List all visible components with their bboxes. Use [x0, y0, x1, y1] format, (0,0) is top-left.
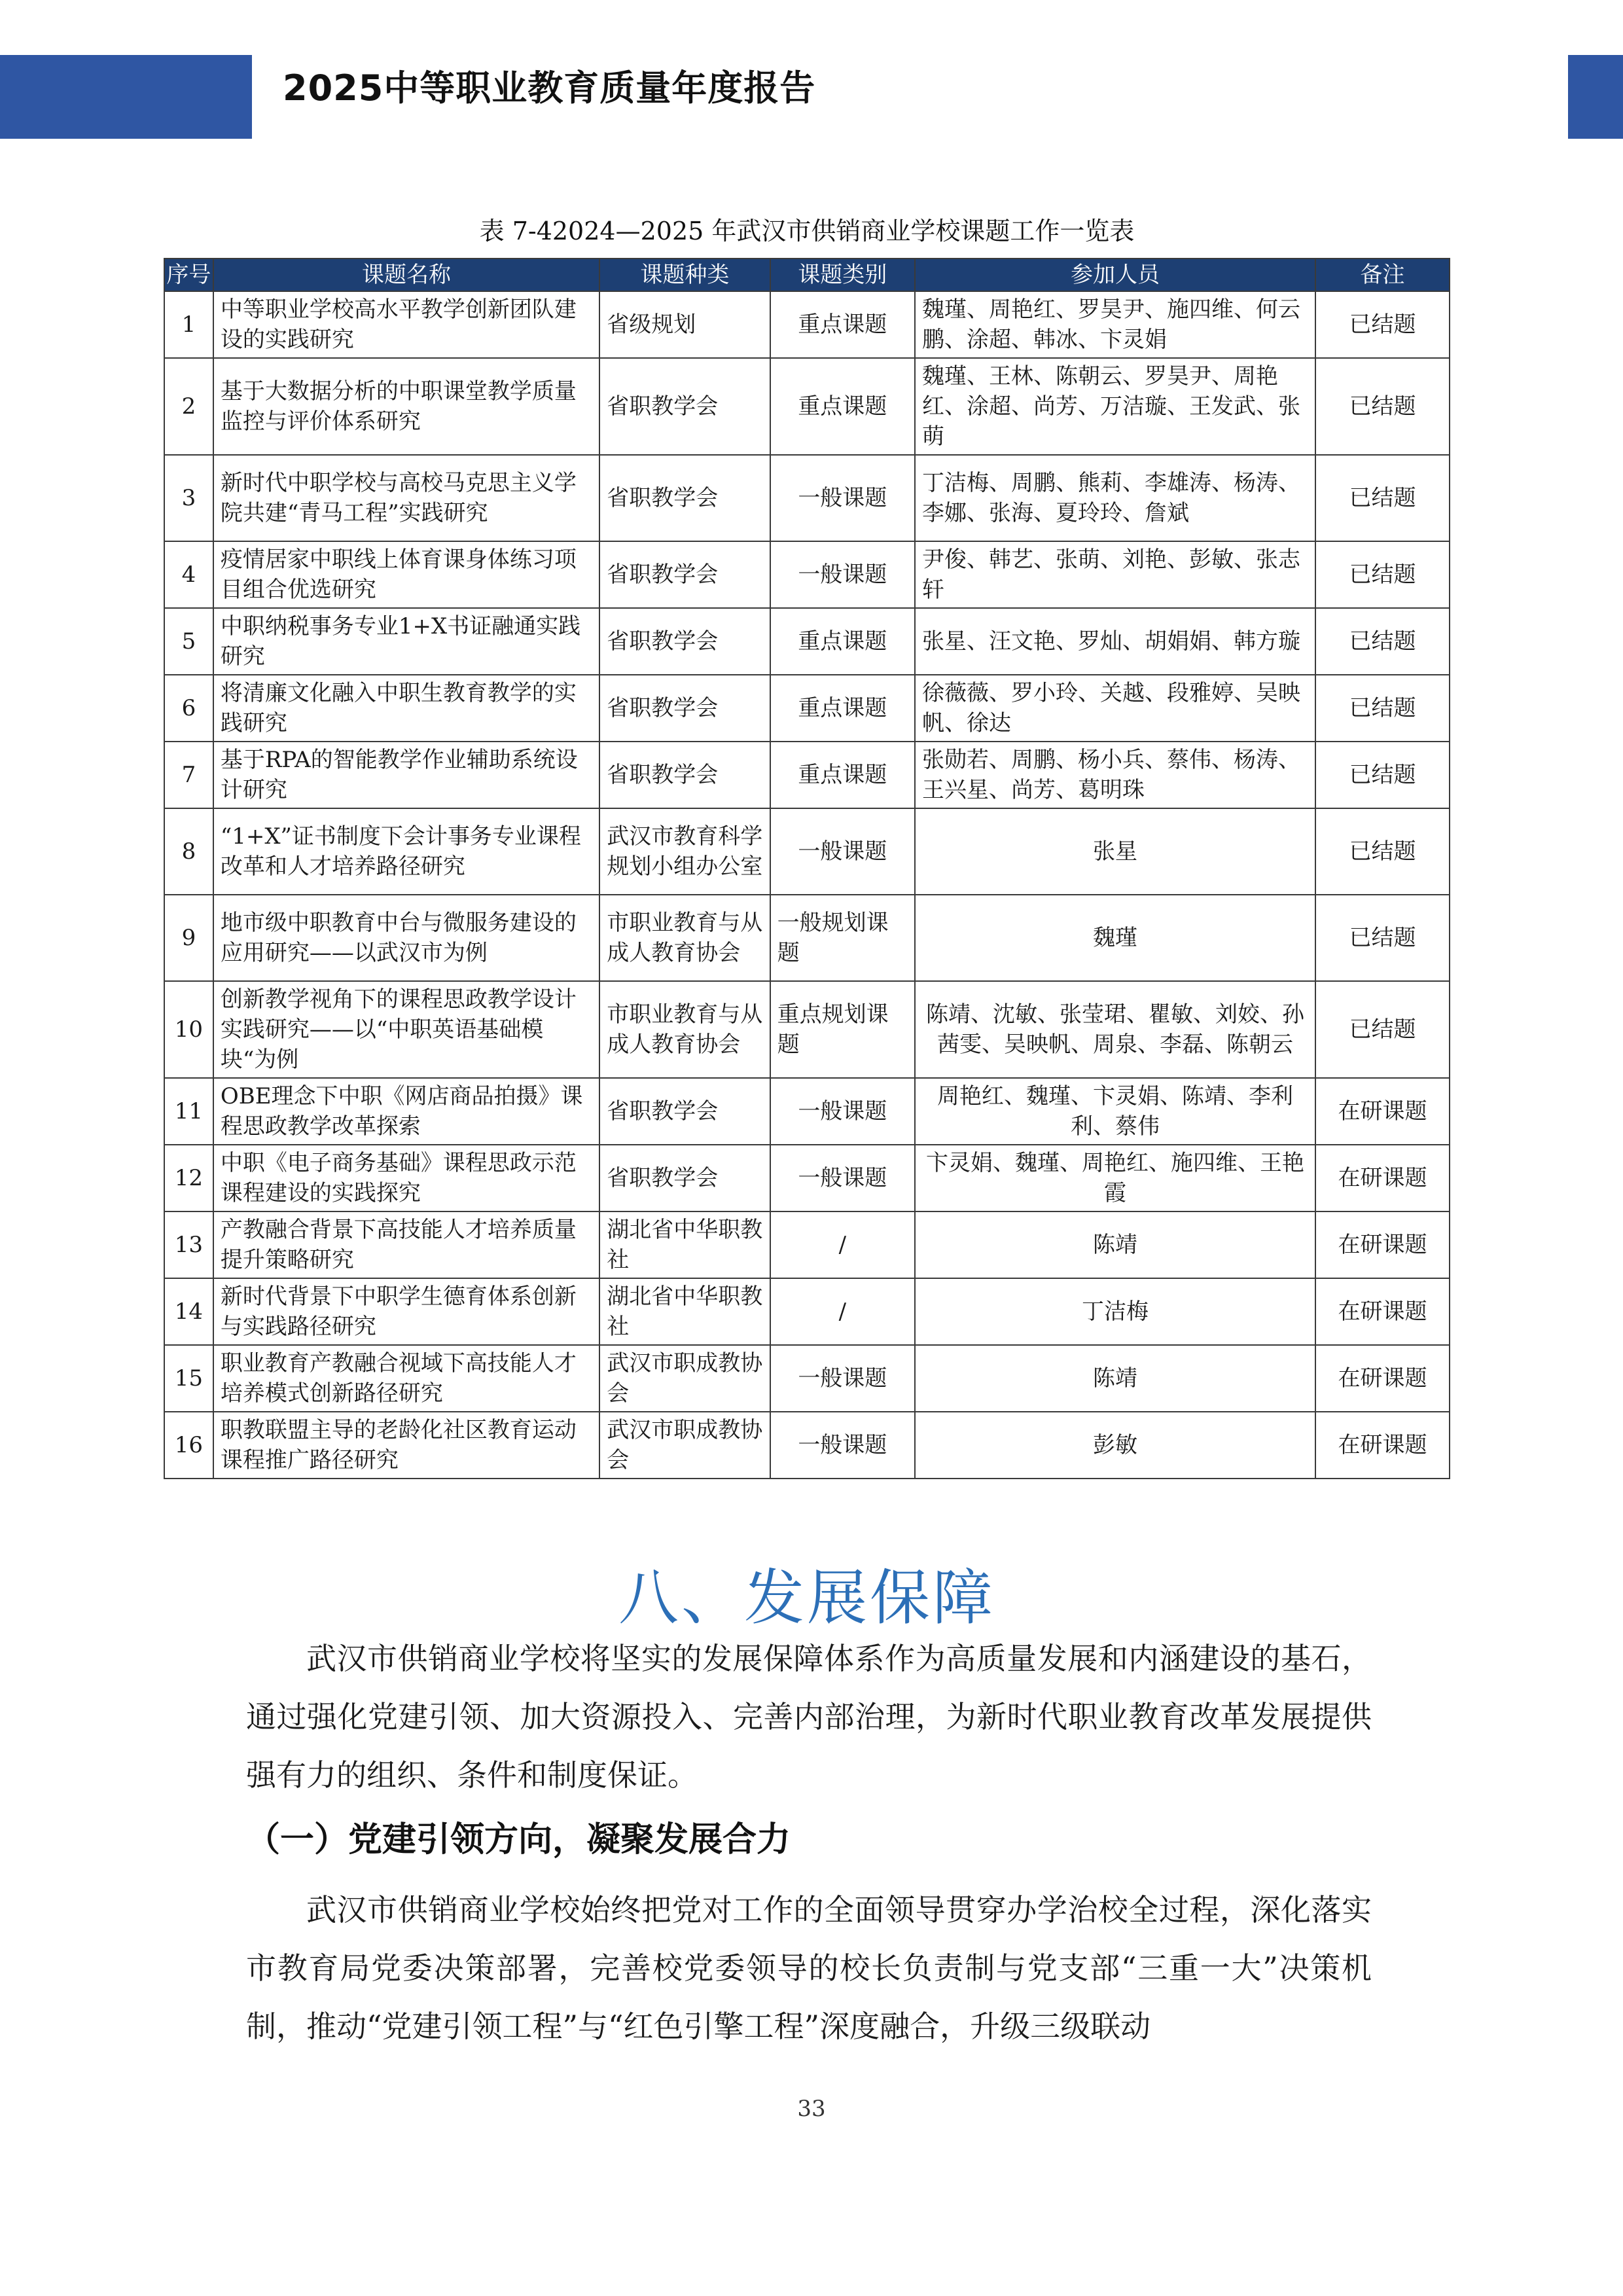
table-cell: 一般课题	[770, 1078, 915, 1145]
table-cell: 在研课题	[1315, 1345, 1450, 1412]
table-cell: 市职业教育与从成人教育协会	[599, 895, 770, 981]
table-cell: 在研课题	[1315, 1145, 1450, 1211]
table-cell: /	[770, 1211, 915, 1278]
table-cell: 张星、汪文艳、罗灿、胡娟娟、韩方璇	[915, 608, 1315, 675]
subsection-paragraph: 武汉市供销商业学校始终把党对工作的全面领导贯穿办学治校全过程，深化落实市教育局党委决策部署，完善校党委领导的校长负责制与党支部“三重一大”决策机制，推动“党建引领工程”与“红色引擎工程”深度融合，升级三级联动	[246, 1892, 1372, 2044]
page-number: 33	[797, 2096, 826, 2122]
table-cell: 已结题	[1315, 455, 1450, 541]
table-cell: 徐薇薇、罗小玲、关越、段雅婷、吴映帆、徐达	[915, 675, 1315, 742]
table-cell: 职业教育产教融合视域下高技能人才培养模式创新路径研究	[213, 1345, 599, 1412]
table-cell: 地市级中职教育中台与微服务建设的应用研究——以武汉市为例	[213, 895, 599, 981]
table-row	[164, 455, 1450, 541]
table-cell: 重点课题	[770, 742, 915, 808]
table-cell: 12	[164, 1145, 213, 1211]
table-cell: 中职《电子商务基础》课程思政示范课程建设的实践探究	[213, 1145, 599, 1211]
table-row	[164, 541, 1450, 608]
subsection-title: （一）党建引领方向，凝聚发展合力	[246, 1820, 791, 1859]
table-cell: 一般课题	[770, 1412, 915, 1479]
table-cell: 彭敏	[915, 1412, 1315, 1479]
table-cell: 创新教学视角下的课程思政教学设计实践研究——以“中职英语基础模块“为例	[213, 981, 599, 1078]
table-cell: 重点规划课题	[770, 981, 915, 1078]
table-cell: 中等职业学校高水平教学创新团队建设的实践研究	[213, 291, 599, 358]
table-cell: 魏瑾	[915, 895, 1315, 981]
table-cell: 省职教学会	[599, 455, 770, 541]
table-row	[164, 675, 1450, 742]
column-header: 序号	[164, 259, 213, 291]
table-cell: 省职教学会	[599, 541, 770, 608]
table-cell: 武汉市教育科学规划小组办公室	[599, 808, 770, 895]
table-cell: 省级规划	[599, 291, 770, 358]
table-cell: 陈靖、沈敏、张莹珺、瞿敏、刘姣、孙茜雯、吴映帆、周泉、李磊、陈朝云	[915, 981, 1315, 1078]
table-cell: 省职教学会	[599, 358, 770, 455]
table-cell: 已结题	[1315, 541, 1450, 608]
table-caption: 表 7-42024—2025 年武汉市供销商业学校课题工作一览表	[479, 217, 1135, 245]
table-cell: 一般课题	[770, 1145, 915, 1211]
header-accent-bar-left	[0, 55, 252, 139]
table-cell: 丁洁梅	[915, 1278, 1315, 1345]
table-row	[164, 291, 1450, 358]
table-cell: 已结题	[1315, 808, 1450, 895]
table-cell: 已结题	[1315, 608, 1450, 675]
table-cell: 新时代背景下中职学生德育体系创新与实践路径研究	[213, 1278, 599, 1345]
table-cell: 2	[164, 358, 213, 455]
table-cell: 已结题	[1315, 981, 1450, 1078]
table-cell: 尹俊、韩艺、张萌、刘艳、彭敏、张志轩	[915, 541, 1315, 608]
table-cell: 省职教学会	[599, 675, 770, 742]
table-cell: 基于RPA的智能教学作业辅助系统设计研究	[213, 742, 599, 808]
table-cell: 市职业教育与从成人教育协会	[599, 981, 770, 1078]
table-cell: 张星	[915, 808, 1315, 895]
table-cell: OBE理念下中职《网店商品拍摄》课程思政教学改革探索	[213, 1078, 599, 1145]
table-cell: 省职教学会	[599, 1078, 770, 1145]
table-cell: 在研课题	[1315, 1278, 1450, 1345]
table-cell: 7	[164, 742, 213, 808]
table-cell: 周艳红、魏瑾、卞灵娟、陈靖、李利利、蔡伟	[915, 1078, 1315, 1145]
table-cell: 16	[164, 1412, 213, 1479]
table-cell: 省职教学会	[599, 608, 770, 675]
table-cell: 4	[164, 541, 213, 608]
table-cell: 3	[164, 455, 213, 541]
table-row	[164, 808, 1450, 895]
table-cell: 重点课题	[770, 608, 915, 675]
table-cell: 已结题	[1315, 675, 1450, 742]
table-cell: 一般课题	[770, 808, 915, 895]
table-cell: 张勋若、周鹏、杨小兵、蔡伟、杨涛、王兴星、尚芳、葛明珠	[915, 742, 1315, 808]
column-header: 课题类别	[770, 259, 915, 291]
table-cell: 湖北省中华职教社	[599, 1211, 770, 1278]
table-cell: 已结题	[1315, 291, 1450, 358]
table-cell: 5	[164, 608, 213, 675]
table-cell: 在研课题	[1315, 1211, 1450, 1278]
column-header: 参加人员	[915, 259, 1315, 291]
table-cell: 已结题	[1315, 895, 1450, 981]
table-cell: 一般课题	[770, 1345, 915, 1412]
table-cell: 已结题	[1315, 358, 1450, 455]
table-cell: 在研课题	[1315, 1412, 1450, 1479]
table-cell: 重点课题	[770, 291, 915, 358]
table-row	[164, 1145, 1450, 1211]
table-cell: 13	[164, 1211, 213, 1278]
table-cell: 新时代中职学校与高校马克思主义学院共建“青马工程”实践研究	[213, 455, 599, 541]
table-cell: 疫情居家中职线上体育课身体练习项目组合优选研究	[213, 541, 599, 608]
table-cell: 省职教学会	[599, 1145, 770, 1211]
table-cell: 武汉市职成教协会	[599, 1345, 770, 1412]
table-cell: 魏瑾、王林、陈朝云、罗昊尹、周艳红、涂超、尚芳、万洁璇、王发武、张萌	[915, 358, 1315, 455]
table-cell: 职教联盟主导的老龄化社区教育运动课程推广路径研究	[213, 1412, 599, 1479]
table-row	[164, 608, 1450, 675]
table-cell: 将清廉文化融入中职生教育教学的实践研究	[213, 675, 599, 742]
column-header: 课题种类	[599, 259, 770, 291]
report-title: 2025中等职业教育质量年度报告	[283, 67, 816, 109]
table-cell: 魏瑾、周艳红、罗昊尹、施四维、何云鹏、涂超、韩冰、卞灵娟	[915, 291, 1315, 358]
table-cell: 丁洁梅、周鹏、熊莉、李雄涛、杨涛、李娜、张海、夏玲玲、詹斌	[915, 455, 1315, 541]
table-cell: 14	[164, 1278, 213, 1345]
table-row	[164, 1078, 1450, 1145]
table-row	[164, 742, 1450, 808]
header-accent-bar-right	[1568, 55, 1623, 139]
table-cell: 重点课题	[770, 675, 915, 742]
table-header	[164, 259, 1450, 291]
table-cell: 湖北省中华职教社	[599, 1278, 770, 1345]
table-cell: 陈靖	[915, 1211, 1315, 1278]
table-body	[164, 291, 1450, 1479]
section-intro-paragraph: 武汉市供销商业学校将坚实的发展保障体系作为高质量发展和内涵建设的基石，通过强化党建引领、加大资源投入、完善内部治理，为新时代职业教育改革发展提供强有力的组织、条件和制度保证。	[246, 1641, 1372, 1793]
table-cell: 15	[164, 1345, 213, 1412]
table-row	[164, 981, 1450, 1078]
table-cell: 卞灵娟、魏瑾、周艳红、施四维、王艳霞	[915, 1145, 1315, 1211]
table-cell: 已结题	[1315, 742, 1450, 808]
table-cell: “1+X”证书制度下会计事务专业课程改革和人才培养路径研究	[213, 808, 599, 895]
table-row	[164, 1412, 1450, 1479]
table-cell: 一般规划课题	[770, 895, 915, 981]
research-projects-table	[164, 258, 1450, 1479]
table-cell: 1	[164, 291, 213, 358]
table-row	[164, 1278, 1450, 1345]
table-cell: 一般课题	[770, 541, 915, 608]
table-cell: 省职教学会	[599, 742, 770, 808]
table-cell: 8	[164, 808, 213, 895]
table-cell: 一般课题	[770, 455, 915, 541]
table-cell: 基于大数据分析的中职课堂教学质量监控与评价体系研究	[213, 358, 599, 455]
table-row	[164, 1345, 1450, 1412]
table-cell: 重点课题	[770, 358, 915, 455]
table-row	[164, 895, 1450, 981]
section-title: 八、发展保障	[618, 1563, 995, 1633]
table-row	[164, 358, 1450, 455]
table-cell: 武汉市职成教协会	[599, 1412, 770, 1479]
table-cell: 中职纳税事务专业1+X书证融通实践研究	[213, 608, 599, 675]
table-cell: /	[770, 1278, 915, 1345]
table-row	[164, 1211, 1450, 1278]
table-cell: 产教融合背景下高技能人才培养质量提升策略研究	[213, 1211, 599, 1278]
table-cell: 10	[164, 981, 213, 1078]
table-cell: 9	[164, 895, 213, 981]
table-cell: 6	[164, 675, 213, 742]
column-header: 课题名称	[213, 259, 599, 291]
table-cell: 陈靖	[915, 1345, 1315, 1412]
table-cell: 11	[164, 1078, 213, 1145]
table-cell: 在研课题	[1315, 1078, 1450, 1145]
column-header: 备注	[1315, 259, 1450, 291]
